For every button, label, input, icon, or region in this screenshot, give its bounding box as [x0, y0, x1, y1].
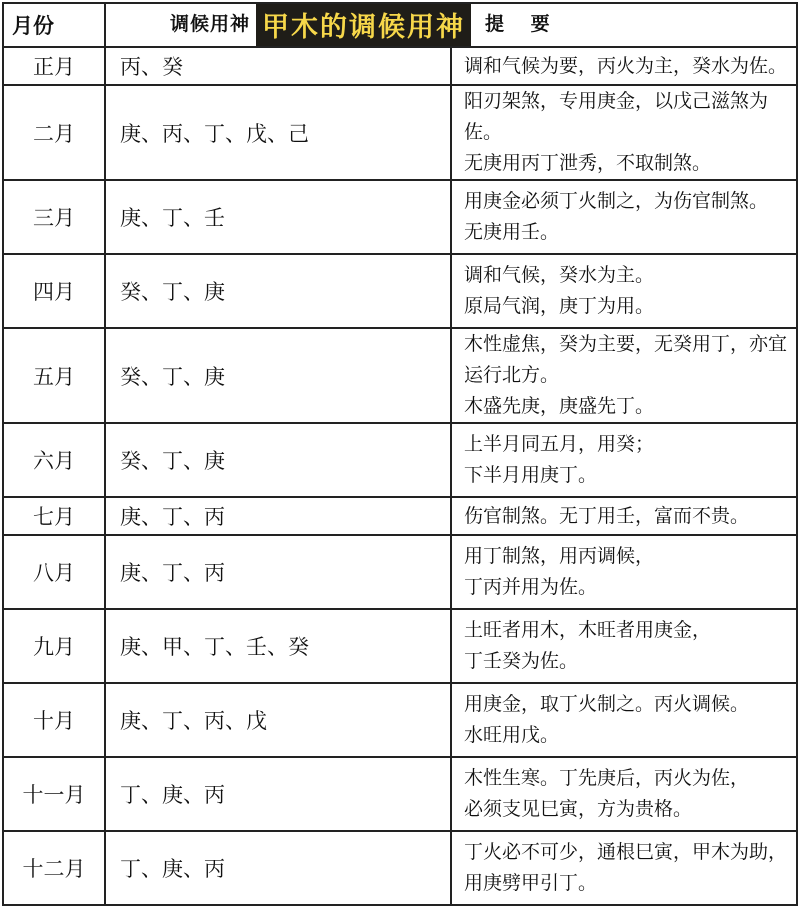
notes-cell	[451, 180, 797, 254]
header-title-cell	[105, 3, 797, 47]
note-line: 木盛先庚，庚盛先丁。	[464, 395, 655, 417]
note-line: 水旺用戊。	[464, 724, 560, 746]
note-line: 用庚金必须丁火制之，为伤官制煞。	[464, 190, 769, 212]
note-line: 调和气候，癸水为主。	[464, 264, 655, 286]
note-line: 原局气润，庚丁为用。	[464, 295, 655, 317]
header-summary: 提 要	[485, 13, 560, 35]
table-row	[3, 254, 797, 328]
note-line: 丁壬癸为佐。	[464, 650, 579, 672]
note-line: 丁丙并用为佐。	[464, 576, 598, 598]
note-line: 无庚用壬。	[464, 221, 560, 243]
useful-gods-cell: 庚、丁、丙	[105, 497, 451, 535]
notes-cell	[451, 254, 797, 328]
month-cell: 五月	[3, 328, 105, 423]
notes-cell	[451, 609, 797, 683]
useful-gods-cell: 丁、庚、丙	[105, 757, 451, 831]
table-row	[3, 535, 797, 609]
note-line: 木性生寒。丁先庚后，丙火为佐，	[464, 767, 750, 789]
table-row	[3, 423, 797, 497]
note-line: 调和气候为要，丙火为主，癸水为佐。	[464, 54, 788, 77]
notes-cell	[451, 47, 797, 85]
note-line: 上半月同五月，用癸；	[464, 433, 655, 455]
month-cell: 九月	[3, 609, 105, 683]
month-cell: 十一月	[3, 757, 105, 831]
month-cell: 八月	[3, 535, 105, 609]
note-line: 下半月用庚丁。	[464, 464, 598, 486]
note-line: 阳刃架煞，专用庚金，以戊己滋煞为佐。	[464, 90, 769, 143]
notes-cell	[451, 535, 797, 609]
header-title: 甲木的调候用神	[256, 4, 471, 46]
table-row	[3, 497, 797, 535]
table-row	[3, 609, 797, 683]
table-row	[3, 831, 797, 905]
table-body	[3, 47, 797, 905]
table-row	[3, 683, 797, 757]
useful-gods-cell: 庚、丙、丁、戊、己	[105, 85, 451, 180]
useful-gods-cell: 癸、丁、庚	[105, 328, 451, 423]
notes-cell	[451, 683, 797, 757]
useful-gods-cell: 癸、丁、庚	[105, 254, 451, 328]
note-line: 用庚金，取丁火制之。丙火调候。	[464, 693, 750, 715]
useful-gods-cell: 丙、癸	[105, 47, 451, 85]
table-row	[3, 328, 797, 423]
table-row	[3, 757, 797, 831]
header-tiaohou-label: 调候用神	[170, 13, 251, 35]
note-line: 用丁制煞，用丙调候，	[464, 545, 655, 567]
useful-gods-cell: 癸、丁、庚	[105, 423, 451, 497]
note-line: 无庚用丙丁泄秀，不取制煞。	[464, 152, 712, 174]
table-row	[3, 47, 797, 85]
notes-cell	[451, 423, 797, 497]
useful-gods-cell: 庚、甲、丁、壬、癸	[105, 609, 451, 683]
tiaohou-table	[2, 2, 798, 906]
notes-cell	[451, 757, 797, 831]
useful-gods-cell: 庚、丁、丙	[105, 535, 451, 609]
notes-cell	[451, 85, 797, 180]
notes-cell	[451, 328, 797, 423]
note-line: 土旺者用木，木旺者用庚金，	[464, 619, 712, 641]
notes-cell	[451, 831, 797, 905]
note-line: 丁火必不可少，通根巳寅，甲木为助，	[464, 841, 788, 863]
useful-gods-cell: 丁、庚、丙	[105, 831, 451, 905]
month-cell: 二月	[3, 85, 105, 180]
month-cell: 正月	[3, 47, 105, 85]
table-row	[3, 85, 797, 180]
month-cell: 十二月	[3, 831, 105, 905]
note-line: 必须支见巳寅，方为贵格。	[464, 798, 693, 820]
note-line: 用庚劈甲引丁。	[464, 872, 598, 894]
header-month: 月份	[3, 3, 105, 47]
month-cell: 四月	[3, 254, 105, 328]
note-line: 伤官制煞。无丁用壬，富而不贵。	[464, 504, 750, 527]
useful-gods-cell: 庚、丁、丙、戊	[105, 683, 451, 757]
month-cell: 七月	[3, 497, 105, 535]
note-line: 木性虚焦，癸为主要，无癸用丁，亦宜运行北方。	[464, 333, 788, 386]
month-cell: 三月	[3, 180, 105, 254]
table-row	[3, 180, 797, 254]
month-cell: 六月	[3, 423, 105, 497]
month-cell: 十月	[3, 683, 105, 757]
useful-gods-cell: 庚、丁、壬	[105, 180, 451, 254]
notes-cell	[451, 497, 797, 535]
table-header-row	[3, 3, 797, 47]
